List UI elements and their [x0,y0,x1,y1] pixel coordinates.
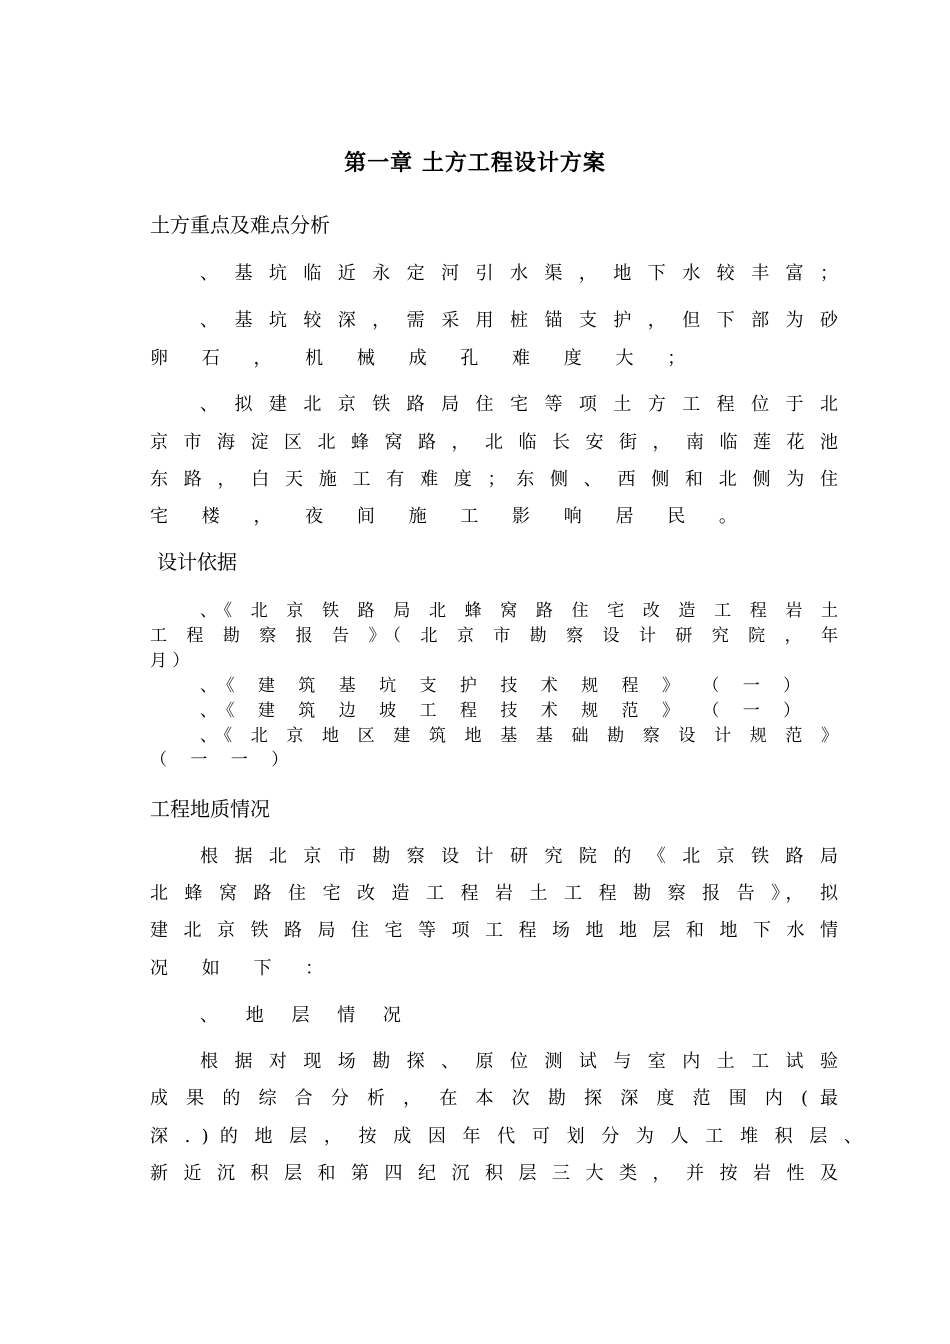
reference-line: （ 一 一 ） [150,750,298,770]
reference-line: 月 ） [150,651,190,671]
reference-line: 、《 北 京 铁 路 局 北 蜂 窝 路 住 宅 改 造 工 程 岩 土 [200,601,838,621]
paragraph-line: 北 蜂 窝 路 住 宅 改 造 工 程 岩 土 工 程 勘 察 报 告 》， 拟 [150,883,838,904]
paragraph-line: 卵 石 ， 机 械 成 孔 难 度 大 ； [150,348,700,369]
paragraph-line: 根 据 北 京 市 勘 察 设 计 研 究 院 的 《 北 京 铁 路 局 [200,846,838,867]
paragraph-line: 根 据 对 现 场 勘 探 、 原 位 测 试 与 室 内 土 工 试 验 [200,1051,838,1072]
paragraph-line: 建 北 京 铁 路 局 住 宅 等 项 工 程 场 地 地 层 和 地 下 水 情 [150,920,838,941]
paragraph-line: 东 路 ， 白 天 施 工 有 难 度 ； 东 侧 、 西 侧 和 北 侧 为 住 [150,469,838,490]
reference-line: 、《 建 筑 边 坡 工 程 技 术 规 范 》 （ 一 ） [200,701,810,721]
paragraph-line: 京 市 海 淀 区 北 蜂 窝 路 ， 北 临 长 安 街 ， 南 临 莲 花 池 [150,432,838,453]
reference-line: 、《 北 京 地 区 建 筑 地 基 基 础 勘 察 设 计 规 范 》 [200,726,838,746]
section-heading-design-basis: 设计依据 [157,550,237,574]
paragraph-line: 、 基 坑 临 近 永 定 河 引 水 渠 ， 地 下 水 较 丰 富 ； [200,263,838,284]
subsection-heading: 、 地 层 情 况 [200,1005,412,1026]
paragraph-line: 、 基 坑 较 深 ， 需 采 用 桩 锚 支 护 ， 但 下 部 为 砂 [200,310,838,331]
chapter-title: 第一章 土方工程设计方案 [344,150,606,176]
paragraph-line: 深 . ) 的 地 层 ， 按 成 因 年 代 可 划 分 为 人 工 堆 积 层 、 [150,1126,862,1147]
reference-line: 、《 建 筑 基 坑 支 护 技 术 规 程 》 （ 一 ） [200,676,810,696]
paragraph-line: 成 果 的 综 合 分 析 ， 在 本 次 勘 探 深 度 范 围 内 ( 最 [150,1088,838,1109]
paragraph-line: 宅 楼 ， 夜 间 施 工 影 响 居 民 。 [150,506,751,527]
paragraph-line: 、 拟 建 北 京 铁 路 局 住 宅 等 项 土 方 工 程 位 于 北 [200,394,838,415]
paragraph-line: 况 如 下 ： [150,958,338,979]
section-heading-geology: 工程地质情况 [150,797,270,821]
reference-line: 工 程 勘 察 报 告 》（ 北 京 市 勘 察 设 计 研 究 院 ， 年 [150,626,838,646]
paragraph-line: 新 近 沉 积 层 和 第 四 纪 沉 积 层 三 大 类 ， 并 按 岩 性 及 [150,1163,838,1184]
section-heading-difficulty: 土方重点及难点分析 [150,213,330,237]
